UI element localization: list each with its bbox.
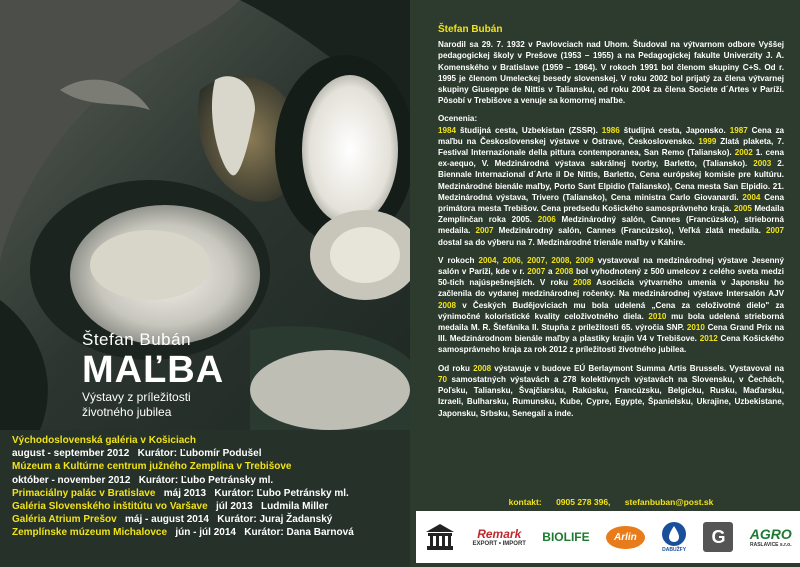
agro-logo-text: AGRO	[749, 526, 792, 542]
dabuzfy-logo-text: DABUŽFY	[662, 547, 687, 553]
awards-paragraph	[438, 125, 784, 248]
bio-intro: Narodil sa 29. 7. 1932 v Pavlovciach nad Uhom. Študoval na výtvarnom odbore Vyššej pedagogickej školy v Prešove (1953 – 1955) a na Pedagogickej fakulte Univerzity J. A. Komenského v Bratislave (1959 – 1964). V rokoch 1991 bol členom skupiny C+S. Od r. 1995 je členom Umeleckej besedy slovenskej. V roku 2002 bol prijatý za člena výtvarnej skupiny Giuseppe de Nittis v Taliansku, od roku 2004 za člena Societe d´Artes v Paríži. Pôsobí v Trebišove a venuje sa komornej maľbe.	[438, 40, 784, 106]
exhibition-details: jún - júl 2014 Kurátor: Dana Barnová	[167, 527, 354, 539]
highlighted-year: 2008	[473, 363, 492, 373]
exhibition-venue: Galéria Atrium Prešov	[12, 514, 117, 526]
exhibition-venue: Múzeum a Kultúrne centrum južného Zemplína v Trebišove	[12, 461, 292, 473]
contact-line	[438, 497, 784, 507]
cover-subtitle-line-2: životného jubilea	[82, 405, 172, 419]
award-year: 2006	[537, 215, 556, 225]
droplet-icon	[661, 521, 687, 547]
highlighted-year: 2010	[686, 323, 705, 333]
bio-text-run: Od roku	[438, 363, 474, 373]
award-year: 2003	[753, 159, 772, 169]
remark-logo	[473, 527, 526, 547]
exhibition-list	[12, 434, 407, 540]
agro-logo	[750, 526, 792, 548]
bio-text-run: V rokoch	[438, 255, 479, 265]
highlighted-year: 70	[438, 374, 448, 384]
highlighted-year: 2008	[573, 278, 592, 288]
cover-title-block	[82, 330, 224, 420]
highlighted-year: 2008	[555, 267, 574, 277]
exhibition-row	[12, 487, 407, 500]
arlin-logo-text: Arlin	[606, 526, 645, 549]
bio-text	[438, 24, 784, 426]
exhibition-row	[12, 513, 407, 526]
award-text: dostal sa do výberu na 7. Medzinárodné trienále maľby v Káhire.	[438, 237, 686, 247]
bio-text-run: bol vyhodnotený z 500 umelcov z celého sveta medzi 50-tich najúspešnejších. V roku	[438, 267, 784, 288]
municipal-building-icon	[424, 522, 456, 552]
bio-text-run: a	[545, 267, 556, 277]
award-year: 2002	[734, 148, 753, 158]
award-year: 1984	[438, 125, 457, 135]
remark-logo-text: Remark	[477, 527, 522, 541]
award-year: 1999	[698, 136, 717, 146]
award-year: 1987	[729, 125, 748, 135]
cover-title: MAĽBA	[82, 349, 225, 391]
exhibition-details: júl 2013 Ludmila Miller	[207, 501, 329, 513]
exhibition-venue: Galéria Slovenského inštitútu vo Varšave	[12, 501, 208, 513]
award-text: študijná cesta, Japonsko.	[619, 125, 730, 135]
exhibition-venue: Zemplínske múzeum Michalovce	[12, 527, 168, 539]
bio-text-run: v Českých Budějoviciach mu bola udelená „Cena za celoživotné dielo" za výnimočné koloristické kvality celoživotného diela.	[438, 300, 784, 321]
bio-text-run: vystavoval na medzinárodnej výstave Jesenný salón v Paríži, kde v r.	[438, 255, 784, 277]
award-text: Medzinárodný salón, Cannes (Francúzsko), strieborná medaila.	[438, 215, 784, 236]
biolife-logo-text: BIOLIFE	[542, 530, 590, 544]
exhibition-venue: Primaciálny palác v Bratislave	[12, 487, 156, 499]
g-logo-text: G	[703, 522, 733, 552]
sponsor-logos	[416, 511, 800, 563]
contact-label: kontakt:	[508, 497, 542, 507]
municipal-logo	[424, 522, 456, 552]
award-text: 2. Biennale Internazional d´Arte il De Nittis, Barletto, Cena európskej komisie pre kultúru. Medzinárodné bienále maľby, Porto Sant Elpidio (Taliansko), Cena mesta San Elpidio. 21. Medzinárodná výstava, Trivero (Taliansko), Cena ministra Carlo Giovanardi.	[438, 159, 785, 202]
exhibition-row	[12, 500, 407, 513]
agro-logo-sub: RASLAVICE s.r.o.	[750, 542, 792, 548]
award-text: Medaila Zemplínčan roka 2005.	[438, 204, 785, 225]
exhibition-row	[12, 460, 407, 473]
exhibition-details: máj 2013 Kurátor: Ľubo Petránsky ml.	[155, 487, 349, 499]
exhibition-details: august - september 2012 Kurátor: Ľubomír Podušel	[12, 448, 262, 460]
exhibition-row	[12, 434, 407, 447]
contact-phone: 0905 278 396,	[556, 497, 611, 507]
exhibition-row	[12, 474, 407, 487]
award-year: 2004	[742, 192, 761, 202]
dabuzfy-logo	[661, 521, 687, 553]
award-text: študijná cesta, Uzbekistan (ZSSR).	[456, 125, 602, 135]
exhibitions-paragraph	[438, 255, 784, 356]
bio-name: Štefan Bubán	[438, 24, 503, 35]
bio-text-run: samostatných výstavách a 278 kolektívnych výstavách na Slovensku, v Čechách, Poľsku, Taliansku, Švajčiarsku, Rakúsku, Francúzsku, Belgicku, Rusku, Maďarsku, Izraeli, Bulharsku, Rumunsku, Kube, Cypre, Egypte, Španielsku, Ukrajine, Uzbekistane, Japonsku, Srbsku, Senegali a inde.	[438, 374, 784, 418]
exhibition-row	[12, 447, 407, 460]
award-year: 2007	[475, 226, 494, 236]
bio-text-run: výstavuje v budove EÚ Berlaymont Summa Artis Brussels. Vystavoval na	[491, 363, 784, 373]
award-year: 2005	[733, 204, 752, 214]
exhibition-row	[12, 526, 407, 539]
bio-text-run: Cena Grand Prix na III. Medzinárodnom bienále maľby a plastiky krajín V4 v Trebišove.	[438, 323, 784, 344]
award-text: Zlatá plaketa, 7. Festival Internazionale della pittura contemporanea, San Remo (Taliansko).	[438, 136, 784, 158]
g-logo	[703, 522, 733, 552]
cover-author: Štefan Bubán	[82, 330, 192, 349]
cover-subtitle-line-1: Výstavy z príležitosti	[82, 390, 191, 404]
arlin-logo	[606, 526, 645, 549]
exhibition-venue: Východoslovenská galéria v Košiciach	[12, 435, 196, 446]
award-year: 1986	[601, 125, 620, 135]
remark-logo-sub: EXPORT • IMPORT	[472, 541, 526, 547]
award-text: Medzinárodný salón, Cannes (Francúzsko), Veľká zlatá medaila.	[493, 226, 766, 236]
bio-text-run: Asociácia výtvarného umenia v Japonsku ho začlenila do vydanej medzinárodnej ročenky. Na medzinárodnej výstave Intersalón AJV	[438, 278, 784, 299]
award-text: Cena za maľbu na Československej výstave v Ostrave, Československo.	[438, 125, 784, 146]
berlaymont-paragraph	[438, 363, 784, 419]
highlighted-year: 2012	[699, 334, 718, 344]
bio-text-run: Cena Košického samosprávneho kraja za rok 2012 z príležitosti životného jubilea.	[438, 334, 784, 355]
highlighted-year: 2008	[438, 300, 457, 310]
exhibition-details: október - november 2012 Kurátor: Ľubo Petránsky ml.	[12, 474, 274, 486]
award-text: 1. cena ex-aequo, V. Medzinárodná výstava sakrálnej tvorby, Barletto, (Taliansko).	[438, 148, 784, 169]
highlighted-year: 2010	[648, 311, 667, 321]
bio-text-run: mu bola udelená strieborná medaila M. R. Štefánika II. Stupňa z príležitosti 65. výročia SNP.	[438, 311, 784, 333]
contact-email[interactable]: stefanbuban@post.sk	[624, 497, 714, 507]
highlighted-year: 2007	[527, 267, 546, 277]
highlighted-year: 2004, 2006, 2007, 2008, 2009	[478, 255, 594, 265]
awards-heading: Ocenenia:	[438, 114, 478, 124]
award-year: 2007	[765, 226, 784, 236]
exhibition-details: máj - august 2014 Kurátor: Juraj Žadanský	[116, 514, 333, 526]
biolife-logo	[542, 530, 589, 544]
award-text: Cena primátora mesta Trebišov. Cena predsedu Košického samosprávneho kraja.	[438, 192, 785, 214]
bio-panel	[410, 0, 800, 567]
